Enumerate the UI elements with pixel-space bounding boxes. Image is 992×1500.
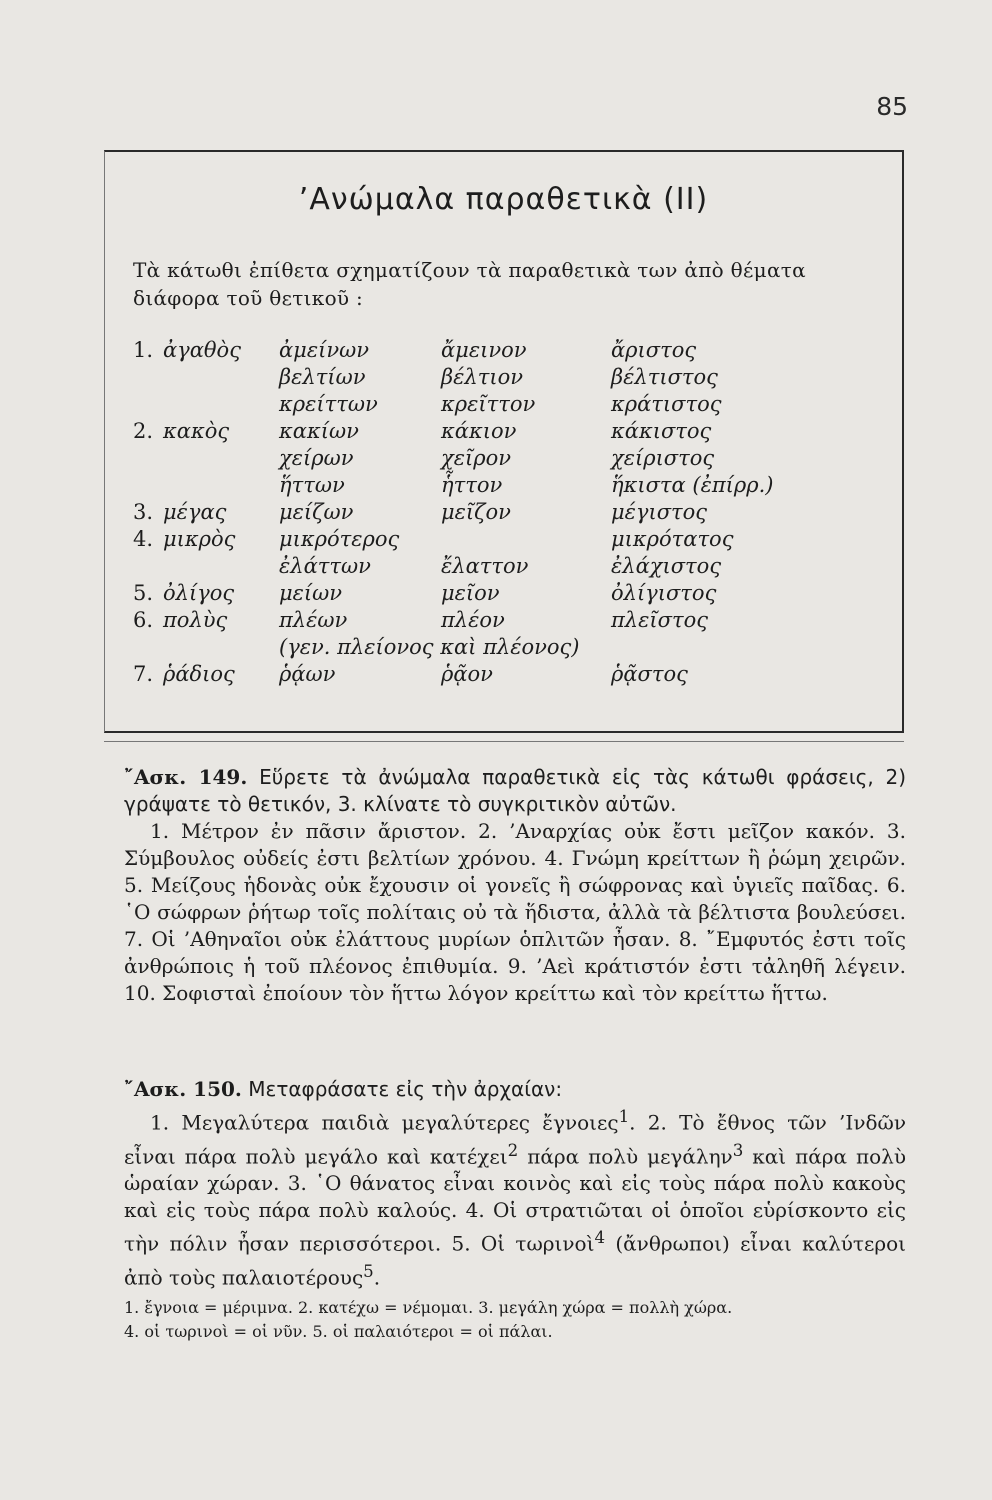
exercise-149-instruction: Εὕρετε τὰ ἀνώμαλα παραθετικὰ εἰς τὰς κάτωθι φράσεις, 2) γράψατε τὸ θετικόν, 3. κλίνατε τὸ συγκριτικὸν αὐτῶν. <box>124 765 907 816</box>
row-number: 1. <box>133 338 154 362</box>
neuter-form: μεῖζον <box>441 500 511 524</box>
footnote-ref-4: 4 <box>594 1228 606 1248</box>
positive-form: ἀγαθὸς <box>163 338 241 362</box>
neuter-form: χεῖρον <box>441 446 511 470</box>
positive-form: μικρὸς <box>163 527 236 551</box>
exercise-150-text-4: καὶ πάρα πολὺ ὡραίαν χώραν. 3. ῾Ο θάνατος εἶναι κοινὸς καὶ εἰς τοὺς πάρα πολὺ κακοὺς καὶ εἰς τοὺς πάρα πολὺ καλούς. 4. Οἱ στρατιῶται οἱ ὁποῖοι εὑρίσκοντο εἰς τὴν πόλιν ἦσαν περισσότεροι. 5. Οἱ τωρινοὶ <box>124 1144 906 1256</box>
superlative-form: μικρότατος <box>611 527 734 551</box>
superlative-form: χείριστος <box>611 446 715 470</box>
exercise-150-instruction: Μεταφράσατε εἰς τὴν ἀρχαίαν: <box>248 1077 563 1101</box>
exercise-149-heading <box>124 764 906 818</box>
exercise-150-body <box>124 1103 906 1292</box>
superlative-form: ῥᾷστος <box>611 662 688 686</box>
exercise-150-text-5: (ἄνθρωποι) εἶναι καλύτεροι ἀπὸ τοὺς παλαιοτέρους <box>124 1231 906 1290</box>
superlative-form: ἄριστος <box>611 338 697 362</box>
exercise-149-body <box>124 818 906 1007</box>
comparative-form: ἐλάττων <box>279 554 371 578</box>
positive-form: ῥάδιος <box>163 662 235 686</box>
footnote-line-2: 4. οἱ τωρινοὶ = οἱ νῦν. 5. οἱ παλαιότεροι = οἱ πάλαι. <box>124 1322 553 1341</box>
positive-form: ὀλίγος <box>163 581 235 605</box>
row-number: 2. <box>133 419 154 443</box>
row-number: 4. <box>133 527 154 551</box>
comparative-form: κρείττων <box>279 392 378 416</box>
comparative-form: πλέων <box>279 608 348 632</box>
neuter-form: κάκιον <box>441 419 517 443</box>
exercise-150-text-2: . 2. Τὸ ἔθνος τῶν ’Ινδῶν εἶναι πάρα πολὺ μεγάλο καὶ κατέχει <box>124 1110 906 1169</box>
exercise-150 <box>124 1076 906 1292</box>
comparative-form: μικρότερος <box>279 527 400 551</box>
comparative-form: (γεν. πλείονος καὶ πλέονος) <box>279 635 580 659</box>
neuter-form: κρεῖττον <box>441 392 536 416</box>
comparative-form: μείων <box>279 581 343 605</box>
page-number: 85 <box>876 92 908 121</box>
exercise-150-text-3: πάρα πολὺ μεγάλην <box>518 1144 733 1169</box>
positive-form: πολὺς <box>163 608 228 632</box>
footnote-ref-5: 5 <box>363 1261 374 1281</box>
neuter-form: βέλτιον <box>441 365 523 389</box>
footnote-ref-2: 2 <box>507 1140 519 1160</box>
exercise-150-text-1: 1. Μεγαλύτερα παιδιὰ μεγαλύτερες ἔγνοιες <box>150 1110 619 1135</box>
superlative-form: κάκιστος <box>611 419 712 443</box>
row-number: 6. <box>133 608 154 632</box>
comparative-form: κακίων <box>279 419 359 443</box>
comparative-form: μείζων <box>279 500 354 524</box>
comparative-form: ἥττων <box>279 473 345 497</box>
neuter-form: ἧττον <box>441 473 503 497</box>
comparative-form: ἀμείνων <box>279 338 369 362</box>
exercise-150-label: ῎Ασκ. 150. <box>124 1077 242 1101</box>
neuter-form: μεῖον <box>441 581 500 605</box>
neuter-form: πλέον <box>441 608 505 632</box>
comparative-form: βελτίων <box>279 365 366 389</box>
footnote-ref-3: 3 <box>732 1140 744 1160</box>
exercise-150-heading <box>124 1076 906 1103</box>
row-number: 3. <box>133 500 154 524</box>
row-number: 5. <box>133 581 154 605</box>
neuter-form: ἄμεινον <box>441 338 527 362</box>
footnote-ref-1: 1 <box>618 1107 630 1126</box>
comparative-form: χείρων <box>279 446 354 470</box>
row-number: 7. <box>133 662 154 686</box>
superlative-form: ὀλίγιστος <box>611 581 717 605</box>
footnote-line-1: 1. ἔγνοια = μέριμνα. 2. κατέχω = νέμομαι. 3. μεγάλη χώρα = πολλὴ χώρα. <box>124 1298 733 1317</box>
positive-form: μέγας <box>163 500 227 524</box>
divider-rule <box>104 741 904 742</box>
box-intro: Τὰ κάτωθι ἐπίθετα σχηματίζουν τὰ παραθετικὰ των ἀπὸ θέματα διάφορα τοῦ θετικοῦ : <box>133 258 806 310</box>
box-title: ’Ανώμαλα παραθετικὰ (II) <box>298 182 709 217</box>
exercise-149 <box>124 764 906 1007</box>
exercise-150-text-6: . <box>373 1265 381 1290</box>
superlative-form: πλεῖστος <box>611 608 708 632</box>
superlative-form: κράτιστος <box>611 392 722 416</box>
superlative-form: ἥκιστα (ἐπίρρ.) <box>611 473 774 497</box>
irregular-comparatives-box <box>104 150 904 733</box>
superlative-form: μέγιστος <box>611 500 708 524</box>
neuter-form: ῥᾷον <box>441 662 493 686</box>
superlative-form: ἐλάχιστος <box>611 554 722 578</box>
superlative-form: βέλτιστος <box>611 365 718 389</box>
exercise-149-label: ῎Ασκ. 149. <box>124 765 248 789</box>
positive-form: κακὸς <box>163 419 230 443</box>
comparative-form: ῥᾴων <box>279 662 336 686</box>
neuter-form: ἔλαττον <box>441 554 529 578</box>
footnotes <box>124 1296 906 1344</box>
exercise-149-text: 1. Μέτρον ἐν πᾶσιν ἄριστον. 2. ’Αναρχίας οὐκ ἔστι μεῖζον κακόν. 3. Σύμβουλος οὐδείς ἐστι βελτίων χρόνου. 4. Γνώμη κρείττων ἢ ῥώμη χειρῶν. 5. Μείζους ἡδονὰς οὐκ ἔχουσιν οἱ γονεῖς ἢ σώφρονας καὶ ὑγιεῖς παῖδας. 6. ῾Ο σώφρων ῥήτωρ τοῖς πολίταις οὐ τὰ ἥδιστα, ἀλλὰ τὰ βέλτιστα βουλεύσει. 7. Οἱ ’Αθηναῖοι οὐκ ἐλάττους μυρίων ὁπλιτῶν ἦσαν. 8. ῎Εμφυτός ἐστι τοῖς ἀνθρώποις ἡ τοῦ πλέονος ἐπιθυμία. 9. ’Αεὶ κράτιστόν ἐστι τἀληθῆ λέγειν. 10. Σοφισταὶ ἐποίουν τὸν ἥττω λόγον κρείττω καὶ τὸν κρείττω ἥττω. <box>124 819 906 1005</box>
